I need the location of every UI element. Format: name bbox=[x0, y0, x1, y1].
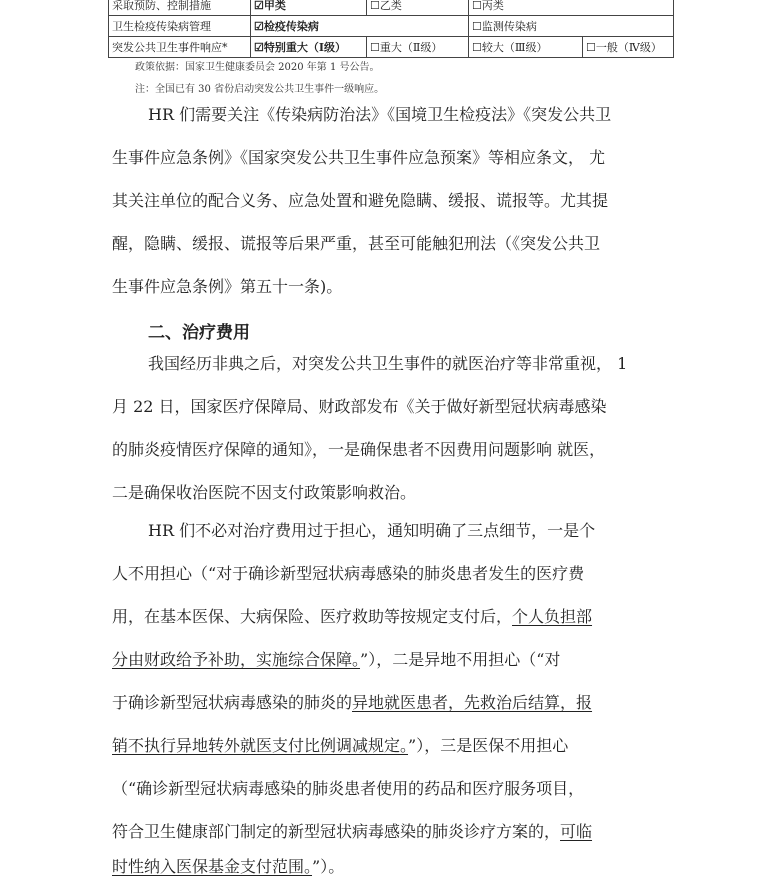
text-line: 其关注单位的配合义务、应急处置和避免隐瞒、缓报、谎报等。尤其提 bbox=[112, 191, 609, 210]
text-run: 符合卫生健康部门制定的新型冠状病毒感染的肺炎诊疗方案的， bbox=[112, 822, 561, 841]
paragraph-laws bbox=[112, 104, 677, 304]
table-cell: ☐丙类 bbox=[469, 0, 674, 16]
text-line bbox=[112, 606, 592, 628]
text-line: 二是确保收治医院不因支付政策影响救治。 bbox=[112, 483, 417, 502]
text-line: 我国经历非典之后，对突发公共卫生事件的就医治疗等非常重视， 1 bbox=[148, 354, 628, 373]
text-line: 月 22 日，国家医疗保障局、财政部发布《关于做好新型冠状病毒感染 bbox=[112, 397, 607, 416]
text-line: 醒，隐瞒、缓报、谎报等后果严重，甚至可能触犯刑法（《突发公共卫 bbox=[112, 234, 601, 253]
text-line: 生事件应急条例》第五十一条)。 bbox=[112, 277, 343, 296]
text-run: 用，在基本医保、大病保险、医疗救助等按规定支付后， bbox=[112, 607, 513, 626]
text-run: ”）。 bbox=[312, 857, 345, 876]
paragraph-policy bbox=[112, 353, 677, 513]
text-run: 于确诊新型冠状病毒感染的肺炎的 bbox=[112, 693, 353, 712]
text-run: ”），二是异地不用担心（“对 bbox=[360, 650, 561, 669]
table-row bbox=[109, 37, 674, 58]
table-cell: 突发公共卫生事件响应* bbox=[109, 37, 251, 58]
table-row bbox=[109, 16, 674, 37]
table-cell: 卫生检疫传染病管理 bbox=[109, 16, 251, 37]
table-cell: ☐重大（Ⅱ级） bbox=[367, 37, 469, 58]
underlined-text: 可临 bbox=[560, 822, 593, 841]
table-cell: ☑特别重大（Ⅰ级） bbox=[251, 37, 367, 58]
policy-basis-note: 政策依据：国家卫生健康委员会 2020 年第 1 号公告。 bbox=[135, 62, 380, 73]
text-line: 生事件应急条例》《国家突发公共卫生事件应急预案》等相应条文， 尤 bbox=[112, 148, 606, 167]
section-heading: 二、治疗费用 bbox=[148, 323, 250, 343]
table-cell: ☐较大（Ⅲ级） bbox=[469, 37, 583, 58]
table-cell: ☐一般（Ⅳ级） bbox=[583, 37, 674, 58]
underlined-text: 个人负担部 bbox=[512, 607, 593, 626]
text-line bbox=[112, 821, 592, 843]
text-line: （“确诊新型冠状病毒感染的肺炎患者使用的药品和医疗服务项目， bbox=[112, 779, 585, 798]
paragraph-costs bbox=[112, 520, 677, 878]
table-cell: ☑甲类 bbox=[251, 0, 367, 16]
underlined-text: 异地就医患者，先救治后结算，报 bbox=[352, 693, 593, 712]
text-line bbox=[112, 692, 592, 714]
text-run: ”），三是医保不用担心 bbox=[408, 736, 569, 755]
table-cell: ☑检疫传染病 bbox=[251, 16, 469, 37]
text-line bbox=[112, 735, 568, 757]
classification-table bbox=[108, 0, 674, 58]
table-cell: 采取预防、控制措施 bbox=[109, 0, 251, 16]
text-line bbox=[112, 649, 560, 671]
table-cell: ☐监测传染病 bbox=[469, 16, 674, 37]
text-line: HR 们需要关注《传染病防治法》《国境卫生检疫法》《突发公共卫 bbox=[148, 105, 612, 124]
text-line: HR 们不必对治疗费用过于担心，通知明确了三点细节，一是个 bbox=[148, 521, 596, 540]
table-cell: ☐乙类 bbox=[367, 0, 469, 16]
text-line bbox=[112, 856, 344, 878]
footnote: 注：全国已有 30 省份启动突发公共卫生事件一级响应。 bbox=[135, 84, 385, 95]
text-line: 人不用担心（“对于确诊新型冠状病毒感染的肺炎患者发生的医疗费 bbox=[112, 564, 585, 583]
table-row bbox=[109, 0, 674, 16]
underlined-text: 分由财政给予补助，实施综合保障。 bbox=[112, 650, 361, 669]
underlined-text: 销不执行异地转外就医支付比例调减规定。 bbox=[112, 736, 409, 755]
underlined-text: 时性纳入医保基金支付范围。 bbox=[112, 857, 313, 876]
text-line: 的肺炎疫情医疗保障的通知》，一是确保患者不因费用问题影响 就医， bbox=[112, 440, 606, 459]
